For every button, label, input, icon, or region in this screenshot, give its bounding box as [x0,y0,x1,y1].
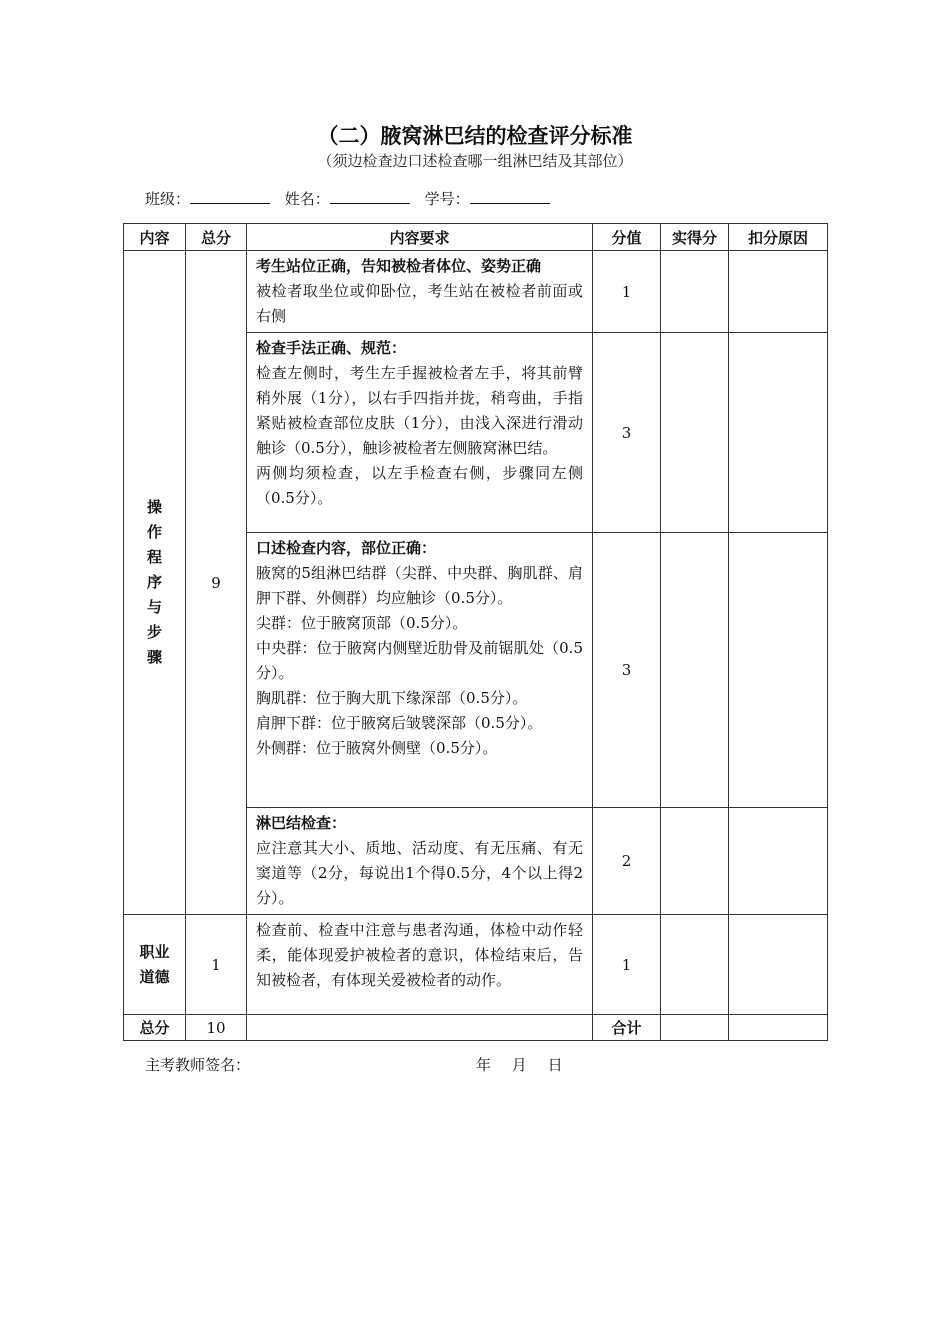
requirement-cell [247,808,593,915]
class-blank[interactable] [190,188,270,204]
total-empty-cell [247,1015,593,1041]
year-label: 年 [476,1056,492,1074]
date-row [476,1054,573,1076]
requirement-text: 应注意其大小、质地、活动度、有无压痛、有无窦道等（2分，每说出1个得0.5分，4个以上得2分）。 [256,839,583,907]
item-score: 1 [593,915,661,1015]
name-label: 姓名： [284,190,330,208]
page-subtitle: （须边检查边口述检查哪一组淋巴结及其部位） [317,152,633,170]
earned-score-cell[interactable] [661,251,729,333]
requirement-cell [247,915,593,1015]
deduction-reason-cell[interactable] [729,808,828,915]
requirement-text: 被检者取坐位或仰卧位，考生站在被检者前面或右侧 [256,282,583,325]
sum-earned-cell[interactable] [661,1015,729,1041]
table-header-row [124,224,828,251]
sum-label: 合计 [593,1015,661,1041]
header-earned: 实得分 [661,224,729,251]
item-score: 3 [593,533,661,808]
requirement-title: 淋巴结检查： [256,814,347,832]
deduction-reason-cell[interactable] [729,533,828,808]
header-score: 分值 [593,224,661,251]
requirement-cell [247,251,593,333]
requirement-text: 中央群：位于腋窝内侧壁近肋骨及前锯肌处（0.5分）。 [256,639,583,682]
class-label: 班级： [145,190,191,208]
deduction-reason-cell[interactable] [729,251,828,333]
requirement-text: 肩胛下群：位于腋窝后皱襞深部（0.5分）。 [256,714,543,732]
section-total-procedure: 9 [186,251,247,915]
table-row [124,251,828,333]
item-score: 2 [593,808,661,915]
total-row [124,1015,828,1041]
day-label: 日 [547,1056,563,1074]
header-requirements: 内容要求 [247,224,593,251]
scoring-table [123,223,828,1041]
earned-score-cell[interactable] [661,915,729,1015]
header-content: 内容 [124,224,186,251]
page-title: （二）腋窝淋巴结的检查评分标准 [317,124,633,148]
earned-score-cell[interactable] [661,333,729,533]
student-id-label: 学号： [424,190,470,208]
deduction-reason-cell[interactable] [729,915,828,1015]
name-blank[interactable] [330,188,410,204]
requirement-title: 考生站位正确，告知被检者体位、姿势正确 [256,257,542,275]
sum-reason-cell[interactable] [729,1015,828,1041]
earned-score-cell[interactable] [661,533,729,808]
student-info-row [145,188,560,210]
section-label-ethics: 职业 道德 [124,915,186,1015]
signature-label: 主考教师签名： [145,1056,251,1074]
requirement-cell [247,333,593,533]
header-deduction-reason: 扣分原因 [729,224,828,251]
header-total: 总分 [186,224,247,251]
item-score: 1 [593,251,661,333]
item-score: 3 [593,333,661,533]
requirement-text: 外侧群：位于腋窝外侧壁（0.5分）。 [256,739,498,757]
requirement-text: 腋窝的5组淋巴结群（尖群、中央群、胸肌群、肩胛下群、外侧群）均应触诊（0.5分）。 [256,564,583,607]
requirement-cell [247,533,593,808]
month-label: 月 [511,1056,527,1074]
requirement-text: 两侧均须检查，以左手检查右侧，步骤同左侧（0.5分）。 [256,464,583,507]
deduction-reason-cell[interactable] [729,333,828,533]
total-label: 总分 [124,1015,186,1041]
requirement-text: 胸肌群：位于胸大肌下缘深部（0.5分）。 [256,689,528,707]
requirement-title: 检查手法正确、规范： [256,339,407,357]
requirement-title: 口述检查内容，部位正确： [256,539,437,557]
requirement-text: 检查左侧时，考生左手握被检者左手，将其前臂稍外展（1分），以右手四指并拢，稍弯曲，手指紧贴被检查部位皮肤（1分），由浅入深进行滑动触诊（0.5分），触诊被检者左侧腋窝淋巴结。 [256,364,583,457]
requirement-text: 尖群：位于腋窝顶部（0.5分）。 [256,614,468,632]
section-label-procedure: 操 作 程 序 与 步 骤 [124,251,186,915]
student-id-blank[interactable] [470,188,550,204]
table-row [124,915,828,1015]
earned-score-cell[interactable] [661,808,729,915]
requirement-text: 检查前、检查中注意与患者沟通，体检中动作轻柔，能体现爱护被检者的意识，体检结束后，告知被检者，有体现关爱被检者的动作。 [256,921,583,989]
section-total-ethics: 1 [186,915,247,1015]
total-value: 10 [186,1015,247,1041]
